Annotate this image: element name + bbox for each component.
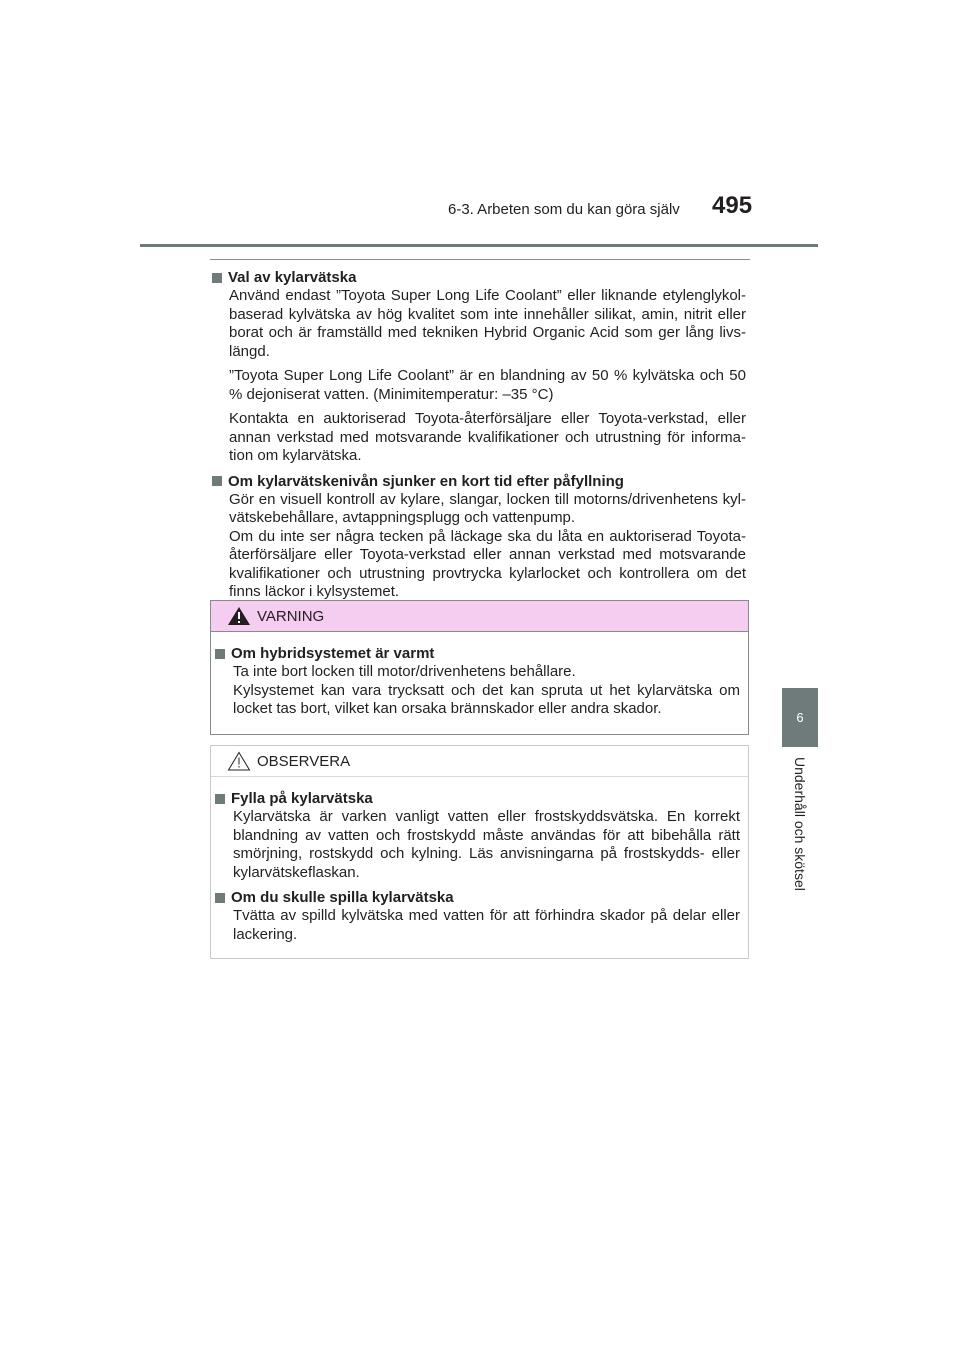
item-title: Om du skulle spilla kylarvätska xyxy=(215,888,740,907)
item-coolant-choice xyxy=(212,268,746,466)
chapter-number: 6 xyxy=(796,710,804,725)
warning-box xyxy=(210,600,749,735)
chapter-tab xyxy=(782,688,818,747)
warning-filled-triangle-icon xyxy=(227,606,251,626)
notice-label: OBSERVERA xyxy=(257,752,351,770)
section-title: 6-3. Arbeten som du kan göra själv xyxy=(448,201,680,218)
square-bullet-icon xyxy=(215,794,225,804)
square-bullet-icon xyxy=(215,893,225,903)
square-bullet-icon xyxy=(212,273,222,283)
header-divider xyxy=(140,244,818,247)
item-title: Val av kylarvätska xyxy=(212,268,746,287)
warning-header xyxy=(211,601,748,632)
paragraph: Ta inte bort locken till motor/drivenhetens behållare. xyxy=(233,663,576,680)
paragraph: Kontakta en auktoriserad Toyota-återförsäljare eller Toyota-verkstad, eller annan verkstad med motsvarande kvalifikationer och utrustning för informa-tion om kylarvätska. xyxy=(229,410,746,464)
warning-label: VARNING xyxy=(257,607,325,625)
notice-header xyxy=(211,746,748,777)
paragraph: Gör en visuell kontroll av kylare, slangar, locken till motorns/drivenhetens kyl-vätskebehållare, avtappningsplugg och vattenpump. xyxy=(229,490,746,526)
chapter-title: Underhåll och skötsel xyxy=(792,757,808,891)
square-bullet-icon xyxy=(215,649,225,659)
page-number: 495 xyxy=(712,192,753,219)
paragraph: ”Toyota Super Long Life Coolant” är en blandning av 50 % kylvätska och 50 % dejoniserat vatten. (Minimitemperatur: –35 °C) xyxy=(229,367,746,403)
paragraph: Kylsystemet kan vara trycksatt och det kan spruta ut het kylarvätska om locket tas bort, vilket kan orsaka brännskador eller andra skador. xyxy=(233,681,740,717)
content-divider xyxy=(210,259,750,260)
item-coolant-level xyxy=(212,472,746,602)
paragraph: Använd endast ”Toyota Super Long Life Coolant” eller liknande etylenglykol-baserad kylvätska av hög kvalitet som inte innehåller silikat, amin, nitrit eller borat och är framställd med tekniken Hybrid Organic Acid som ger lång livs-längd. xyxy=(229,287,746,360)
main-content xyxy=(212,266,746,608)
paragraph: Kylarvätska är varken vanligt vatten eller frostskyddsvätska. En korrekt blandning av vatten och frostskydd måste användas för att bibehålla rätt smörjning, rostskydd och kylning. Läs anvisningarna på frostskydds- eller kylarvätskeflaskan. xyxy=(233,808,740,881)
caution-outline-triangle-icon xyxy=(227,751,251,771)
item-title: Om hybridsystemet är varmt xyxy=(215,644,740,663)
item-title: Fylla på kylarvätska xyxy=(215,789,740,808)
paragraph: Om du inte ser några tecken på läckage ska du låta en auktoriserad Toyota-återförsäljare eller Toyota-verkstad eller annan verkstad med motsvarande kvalifikationer och utrustning provtrycka kylarlocket och kontrollera om det finns läckor i kylsystemet. xyxy=(229,527,746,600)
square-bullet-icon xyxy=(212,476,222,486)
paragraph: Tvätta av spilld kylvätska med vatten för att förhindra skador på delar eller lackering. xyxy=(233,907,740,943)
item-title: Om kylarvätskenivån sjunker en kort tid efter påfyllning xyxy=(212,472,746,491)
notice-box xyxy=(210,745,749,959)
